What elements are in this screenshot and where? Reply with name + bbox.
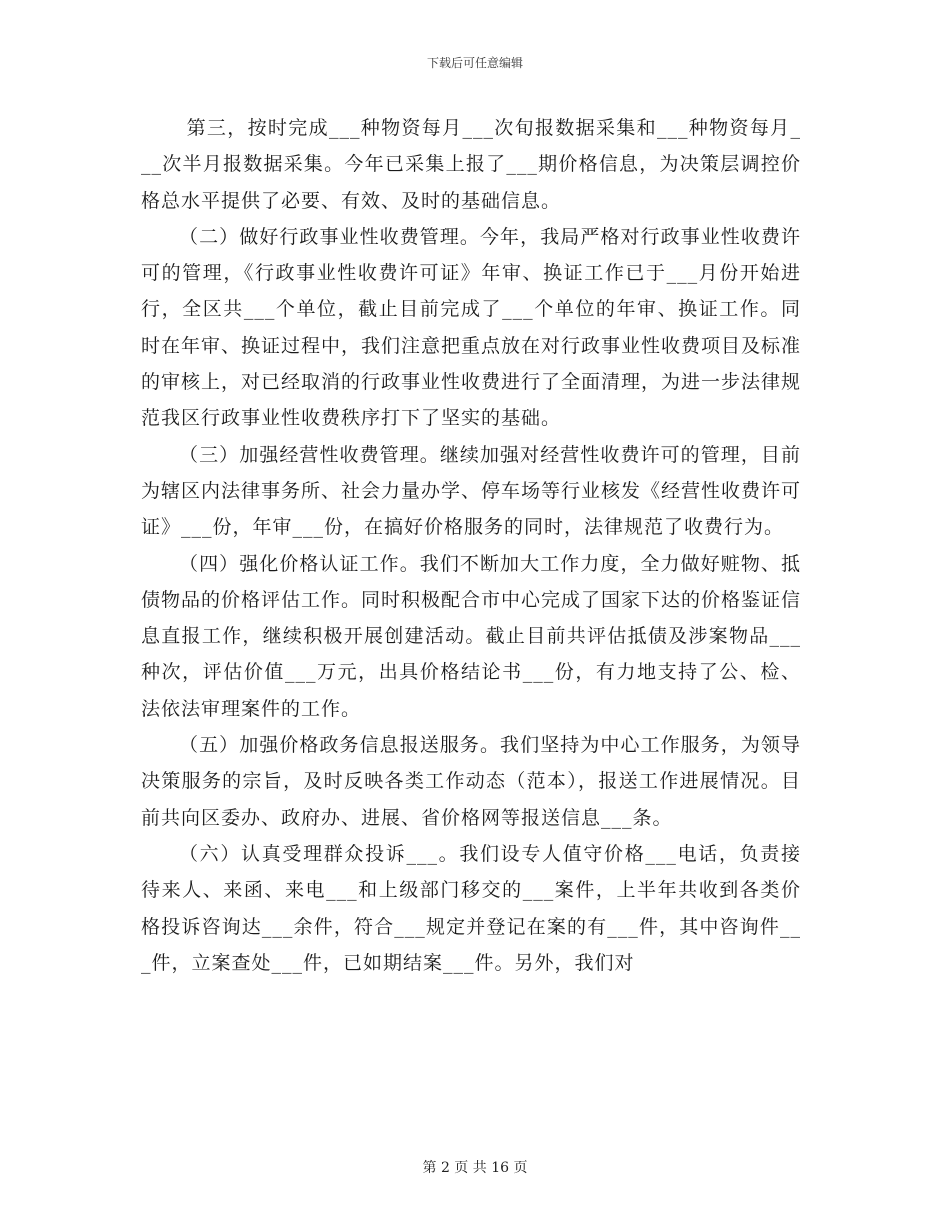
paragraph-administrative-fees: （二）做好行政事业性收费管理。今年，我局严格对行政事业性收费许可的管理，《行政事业性收费许可证》年审、换证工作已于___月份开始进行，全区共___个单位，截止目前完成了___个单位的年审、换证工作。同时在年审、换证过程中，我们注意把重点放在对行政事业性收费项目及标准的审核上，对已经取消的行政事业性收费进行了全面清理，为进一步法律规范我区行政事业性收费秩序打下了坚实的基础。 [141, 225, 802, 430]
paragraph-supply-price-reporting: 第三，按时完成___种物资每月___次旬报数据采集和___种物资每月___次半月报数据采集。今年已采集上报了___期价格信息，为决策层调控价格总水平提供了必要、有效、及时的基础信息。 [141, 117, 801, 212]
paragraph-information-reporting: （五）加强价格政务信息报送服务。我们坚持为中心工作服务，为领导决策服务的宗旨，及时反映各类工作动态（范本），报送工作进展情况。目前共向区委办、政府办、进展、省价格网等报送信息___条。 [141, 734, 801, 829]
document-body [141, 110, 801, 981]
paragraph-public-complaints: （六）认真受理群众投诉___。我们设专人值守价格___电话，负责接待来人、来函、来电___和上级部门移交的___案件，上半年共收到各类价格投诉咨询达___余件，符合___规定并登记在案的有___件，其中咨询件___件，立案查处___件，已如期结案___件。另外，我们对 [141, 842, 801, 974]
page-footer: 第 2 页 共 16 页 [422, 1160, 528, 1176]
paragraph-operating-fees: （三）加强经营性收费管理。继续加强对经营性收费许可的管理，目前为辖区内法律事务所、社会力量办学、停车场等行业核发《经营性收费许可证》___份，年审___份，在搞好价格服务的同时，法律规范了收费行为。 [141, 443, 802, 539]
page-header: 下载后可任意编辑 [426, 56, 523, 70]
paragraph-price-certification: （四）强化价格认证工作。我们不断加大工作力度，全力做好赃物、抵债物品的价格评估工作。同时积极配合市中心完成了国家下达的价格鉴证信息直报工作，继续积极开展创建活动。截止目前共评估抵债及涉案物品___种次，评估价值___万元，出具价格结论书___份，有力地支持了公、检、法依法审理案件的工作。 [141, 552, 802, 720]
